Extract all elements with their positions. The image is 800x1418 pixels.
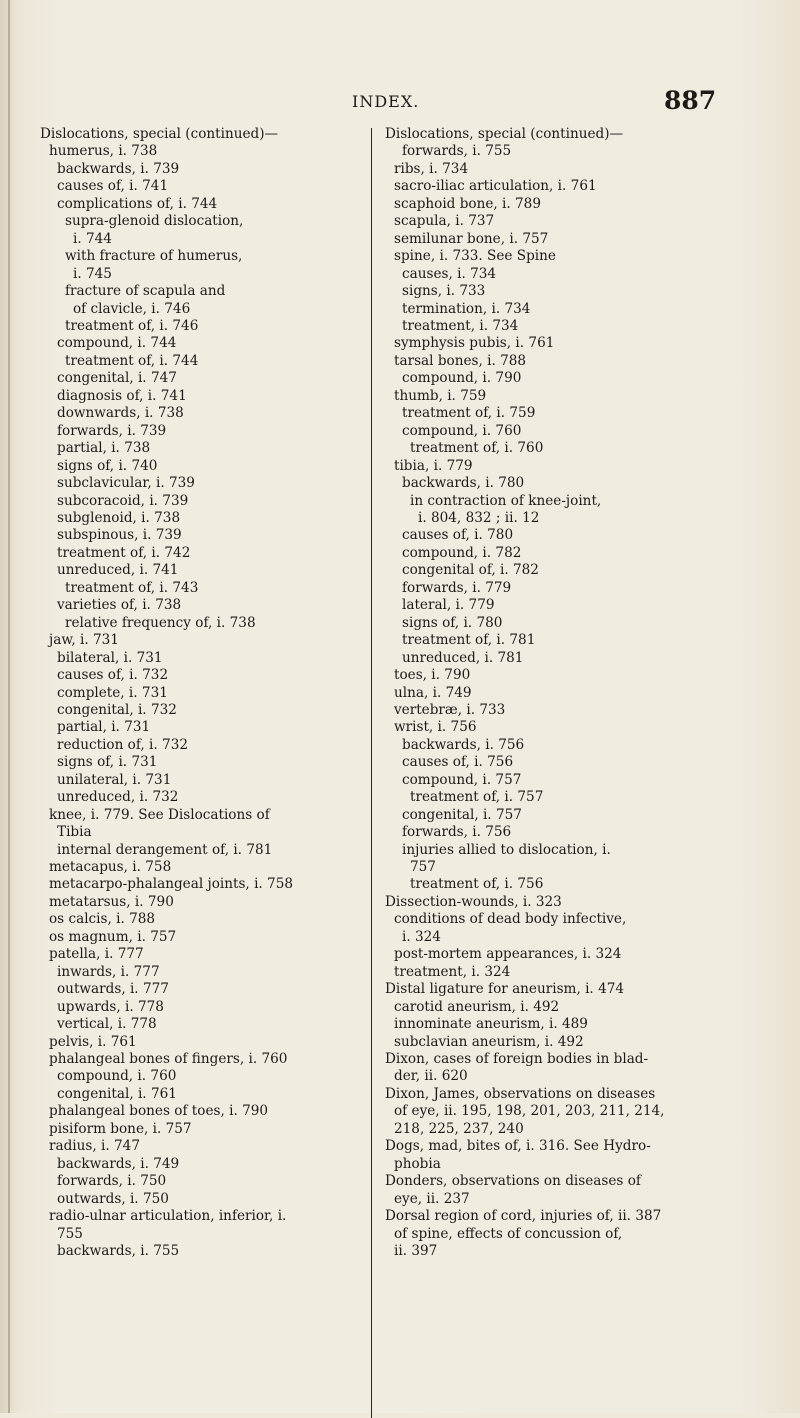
index-entry: der, ii. 620 [394,1068,468,1085]
index-entry: of eye, ii. 195, 198, 201, 203, 211, 214, [394,1103,665,1120]
index-entry: Dissection-wounds, i. 323 [385,893,562,910]
index-entry: metacapus, i. 758 [49,859,172,876]
index-entry: upwards, i. 778 [57,998,164,1015]
index-entry: forwards, i. 779 [402,579,512,596]
index-entry: complete, i. 731 [57,684,168,701]
index-entry: inwards, i. 777 [57,963,160,980]
index-entry: Distal ligature for aneurism, i. 474 [385,981,625,998]
index-entry: Dislocations, special (continued)— [385,126,624,142]
index-entry: compound, i. 782 [402,544,522,561]
index-column-right [385,126,715,1260]
index-entry: unreduced, i. 781 [402,649,524,666]
page-header [0,86,800,126]
index-entry: signs, i. 733 [402,283,486,300]
index-entry: outwards, i. 750 [57,1190,169,1207]
index-entry: pisiform bone, i. 757 [49,1120,192,1137]
index-entry: Dislocations, special (continued)— [40,126,279,142]
index-entry: spine, i. 733. See Spine [394,248,556,265]
index-entry: semilunar bone, i. 757 [394,230,549,247]
index-entry: compound, i. 757 [402,771,522,788]
index-entry: subspinous, i. 739 [57,527,182,544]
index-entry: patella, i. 777 [49,946,144,963]
index-entry: causes of, i. 780 [402,527,514,544]
running-head-title: INDEX. [352,92,420,111]
index-entry: Dorsal region of cord, injuries of, ii. 387 [385,1208,662,1225]
page-number: 887 [664,86,717,115]
index-entry: subclavicular, i. 739 [57,475,195,492]
index-entry: backwards, i. 749 [57,1155,180,1172]
index-entry: treatment of, i. 756 [410,876,544,893]
index-entry: bilateral, i. 731 [57,649,163,666]
index-entry: metatarsus, i. 790 [49,893,174,910]
index-entry: carotid aneurism, i. 492 [394,998,560,1015]
index-entry: treatment of, i. 760 [410,440,544,457]
index-entry: Dixon, cases of foreign bodies in blad- [385,1051,649,1068]
index-entry: vertical, i. 778 [57,1016,157,1033]
index-entry: congenital, i. 732 [57,701,177,718]
index-entry: congenital of, i. 782 [402,562,539,579]
index-entry: 755 [57,1225,83,1242]
index-entry: jaw, i. 731 [49,632,119,649]
index-entry: compound, i. 790 [402,370,522,387]
index-entry: phalangeal bones of toes, i. 790 [49,1103,269,1120]
index-entry: signs of, i. 740 [57,457,158,474]
index-entry: complications of, i. 744 [57,195,218,212]
index-entry: Dogs, mad, bites of, i. 316. See Hydro- [385,1138,651,1155]
index-entry: of clavicle, i. 746 [73,300,191,317]
index-entry: ribs, i. 734 [394,160,469,177]
index-entry: relative frequency of, i. 738 [65,614,256,631]
index-entry: subclavian aneurism, i. 492 [394,1033,584,1050]
index-entry: vertebræ, i. 733 [394,701,506,718]
index-entry: wrist, i. 756 [394,719,477,736]
index-entry: humerus, i. 738 [49,143,158,160]
index-entry: subcoracoid, i. 739 [57,492,189,509]
index-entry: termination, i. 734 [402,300,531,317]
index-entry: i. 804, 832 ; ii. 12 [418,509,540,526]
index-entry: phalangeal bones of fingers, i. 760 [49,1051,288,1068]
index-entry: backwards, i. 780 [402,475,525,492]
index-entry: tarsal bones, i. 788 [394,352,527,369]
index-entry: backwards, i. 739 [57,160,180,177]
index-entry: unreduced, i. 732 [57,789,179,806]
index-entry: metacarpo-phalangeal joints, i. 758 [49,876,294,893]
index-entry: pelvis, i. 761 [49,1033,137,1050]
index-entry: i. 324 [402,928,441,945]
index-entry: ii. 397 [394,1243,438,1259]
index-entry: os magnum, i. 757 [49,928,177,945]
index-entry: signs of, i. 731 [57,754,158,771]
index-entry: internal derangement of, i. 781 [57,841,273,858]
index-entry: causes of, i. 741 [57,178,169,195]
index-entry: with fracture of humerus, [65,248,243,265]
index-entry: causes, i. 734 [402,265,497,282]
index-entry: ulna, i. 749 [394,684,472,701]
index-entry: 757 [410,859,436,876]
index-entry: sacro-iliac articulation, i. 761 [394,178,597,195]
index-entry: congenital, i. 761 [57,1085,177,1102]
index-entry: scapula, i. 737 [394,213,495,230]
index-entry: conditions of dead body infective, [394,911,627,928]
index-entry: symphysis pubis, i. 761 [394,335,555,352]
index-entry: os calcis, i. 788 [49,911,156,928]
index-entry: partial, i. 731 [57,719,151,736]
index-entry: thumb, i. 759 [394,387,487,404]
index-entry: forwards, i. 739 [57,422,167,439]
page-gutter-edge [8,0,10,1413]
index-entry: supra-glenoid dislocation, [65,213,244,230]
index-entry: congenital, i. 757 [402,806,522,823]
index-entry: compound, i. 760 [402,422,522,439]
index-entry: treatment of, i. 781 [402,632,536,649]
index-entry: phobia [394,1155,441,1172]
index-entry: fracture of scapula and [65,283,226,300]
index-entry: compound, i. 760 [57,1068,177,1085]
index-entry: diagnosis of, i. 741 [57,387,187,404]
index-column-left [40,126,360,1260]
index-entry: treatment of, i. 742 [57,544,191,561]
column-divider [371,128,372,1418]
index-entry: radio-ulnar articulation, inferior, i. [49,1208,287,1225]
index-entry: treatment of, i. 757 [410,789,544,806]
index-entry: varieties of, i. 738 [57,597,182,614]
index-entry: toes, i. 790 [394,667,471,684]
index-entry: subglenoid, i. 738 [57,509,181,526]
index-entry: Tibia [57,824,92,841]
index-entry: injuries allied to dislocation, i. [402,841,611,858]
index-entry: forwards, i. 755 [402,143,512,160]
index-entry: lateral, i. 779 [402,597,495,614]
index-entry: knee, i. 779. See Dislocations of [49,806,270,823]
index-entry: treatment of, i. 744 [65,352,199,369]
index-entry: treatment, i. 324 [394,963,511,980]
index-entry: unilateral, i. 731 [57,771,172,788]
index-entry: partial, i. 738 [57,440,151,457]
index-entry: treatment of, i. 759 [402,405,536,422]
index-entry: forwards, i. 750 [57,1173,167,1190]
index-entry: causes of, i. 756 [402,754,514,771]
index-entry: causes of, i. 732 [57,667,169,684]
index-entry: congenital, i. 747 [57,370,177,387]
index-entry: post-mortem appearances, i. 324 [394,946,622,963]
index-entry: treatment of, i. 746 [65,317,199,334]
index-entry: forwards, i. 756 [402,824,512,841]
index-entry: in contraction of knee-joint, [410,492,602,509]
index-entry: outwards, i. 777 [57,981,169,998]
index-entry: i. 745 [73,265,112,282]
index-entry: tibia, i. 779 [394,457,473,474]
index-entry: reduction of, i. 732 [57,736,188,753]
index-entry: of spine, effects of concussion of, [394,1225,623,1242]
index-entry: treatment, i. 734 [402,317,519,334]
index-entry: innominate aneurism, i. 489 [394,1016,588,1033]
index-entry: scaphoid bone, i. 789 [394,195,541,212]
index-entry: Donders, observations on diseases of [385,1173,641,1190]
index-entry: Dixon, James, observations on diseases [385,1085,656,1102]
index-entry: compound, i. 744 [57,335,177,352]
index-entry: backwards, i. 755 [57,1243,180,1259]
index-entry: 218, 225, 237, 240 [394,1120,524,1137]
index-entry: backwards, i. 756 [402,736,525,753]
index-entry: downwards, i. 738 [57,405,184,422]
index-entry: treatment of, i. 743 [65,579,199,596]
index-entry: i. 744 [73,230,112,247]
index-entry: signs of, i. 780 [402,614,503,631]
index-entry: eye, ii. 237 [394,1190,470,1207]
index-entry: radius, i. 747 [49,1138,140,1155]
index-entry: unreduced, i. 741 [57,562,179,579]
